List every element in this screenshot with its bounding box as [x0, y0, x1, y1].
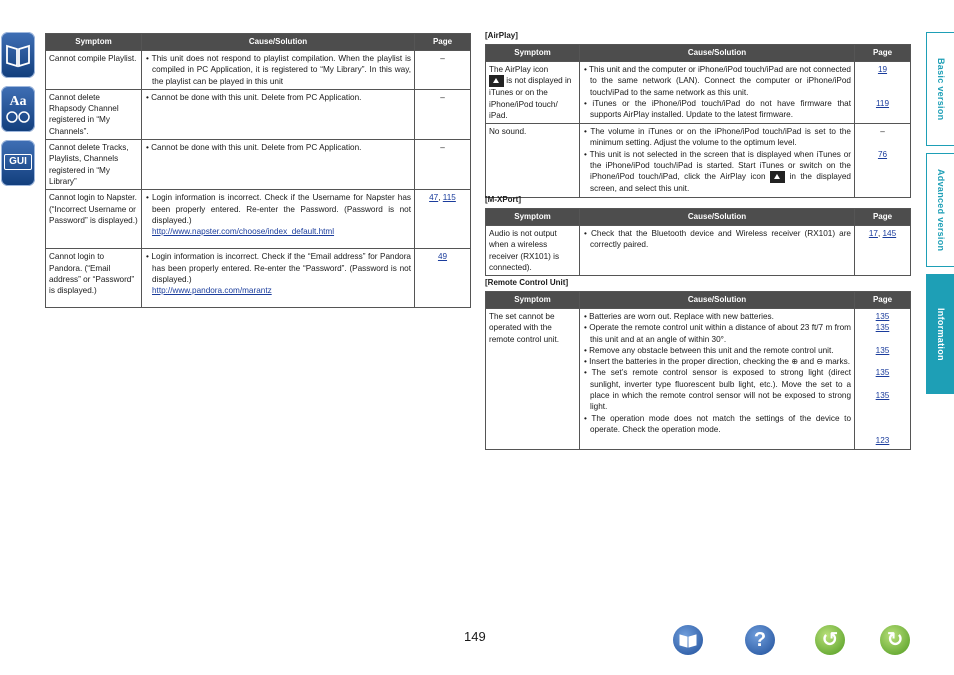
cause-cell	[142, 51, 415, 90]
table-row	[46, 89, 471, 139]
symptom-header: Symptom	[486, 292, 580, 309]
cause-item: • The volume in iTunes or on the iPhone/iPod touch/iPad is set to the minimum setting. Adjust the volume to the optimum level.	[584, 127, 851, 148]
back-button[interactable]	[815, 625, 845, 655]
network-troubleshoot-table	[45, 33, 471, 308]
cause-header: Cause/Solution	[580, 209, 855, 226]
page-link[interactable]: 135	[875, 323, 890, 333]
tab-information[interactable]	[926, 274, 954, 394]
mxport-table	[485, 208, 911, 276]
cause-item: • This unit does not respond to playlist compilation. When the playlist is compiled in PC Application, it is registered to “My Library”. In this way, the playlist can be played in this unit	[146, 54, 411, 86]
tab-label: Information	[936, 307, 946, 361]
forward-arrow-icon: ↻	[886, 629, 904, 651]
airplay-table	[485, 44, 911, 198]
gui-icon: GUI	[4, 154, 32, 170]
back-arrow-icon: ↺	[821, 629, 839, 651]
mxport-section-title: [M-XPort]	[485, 195, 521, 204]
cause-header: Cause/Solution	[142, 34, 415, 51]
cause-item: • Remove any obstacle between this unit and the remote control unit.	[584, 345, 834, 355]
page-link[interactable]: 49	[437, 252, 448, 262]
page-cell	[415, 249, 471, 308]
symptom-cell: Cannot compile Playlist.	[46, 51, 142, 90]
table-row	[46, 51, 471, 90]
page-link[interactable]: 135	[875, 391, 890, 401]
cause-cell	[580, 124, 855, 197]
symptom-text: The AirPlay icon	[489, 65, 549, 74]
cause-cell	[142, 89, 415, 139]
pandora-url-link[interactable]: http://www.pandora.com/marantz	[152, 286, 272, 296]
page-link[interactable]: 17	[868, 229, 878, 238]
page-value: –	[880, 127, 885, 137]
symptom-text: is not displayed in iTunes or on the iPhone/iPod touch/ iPad.	[489, 76, 572, 120]
cause-cell	[142, 190, 415, 249]
page-link[interactable]: 19	[877, 65, 888, 74]
page-link[interactable]: 135	[875, 368, 890, 378]
font-mode-icon[interactable]	[1, 86, 35, 132]
symptom-cell: Cannot delete Rhapsody Channel registered in “My Channels”.	[46, 89, 142, 139]
tab-advanced-version[interactable]	[926, 153, 954, 267]
page-cell: 47, 115	[415, 190, 471, 249]
cause-item: • iTunes or the iPhone/iPod touch/iPad do not have firmware that supports AirPlay installed. Update to the latest firmware.	[584, 98, 851, 120]
table-row	[46, 190, 471, 249]
page-cell	[855, 124, 911, 197]
page-link[interactable]: 119	[875, 98, 890, 108]
symptom-cell: Cannot login to Napster. (“Incorrect Username or Password” is displayed.)	[46, 190, 142, 249]
cause-text: • This unit is not selected in the screen that is displayed when iTunes or the iPhone/iPod touch/iPad is started. Start iTunes or switch on the iPhone/iPod touch/iPad, click the AirPlay icon	[584, 149, 851, 182]
cause-item: • Batteries are worn out. Replace with new batteries.	[584, 312, 774, 321]
cause-text: in the displayed screen, and select this unit.	[590, 172, 851, 194]
cause-item	[583, 149, 851, 195]
symptom-cell: Cannot login to Pandora. (“Email address” or “Password” is displayed.)	[46, 249, 142, 308]
cause-cell	[580, 309, 855, 450]
table-row	[46, 249, 471, 308]
symptom-cell	[486, 62, 580, 124]
cause-item: • Cannot be done with this unit. Delete from PC Application.	[146, 92, 362, 102]
cause-item: • This unit and the computer or iPhone/iPod touch/iPad are not connected to the same network (LAN). Connect the computer or iPhone/iPod touch/iPad to the same network as this unit.	[584, 65, 851, 97]
page-number: 149	[464, 629, 486, 644]
question-icon: ?	[753, 629, 767, 651]
tab-label: Basic version	[936, 57, 946, 121]
book-mode-icon[interactable]	[1, 32, 35, 78]
airplay-section-title: [AirPlay]	[485, 31, 518, 40]
cause-item: • The set’s remote control sensor is exposed to strong light (direct sunlight, inverter type fluorescent bulb light, etc.). Move the set to a place in which the remote control sensor will not be exposed to strong light.	[584, 368, 851, 412]
font-icon: Aa	[9, 94, 27, 109]
remote-table	[485, 291, 911, 450]
symptom-cell: No sound.	[486, 124, 580, 197]
page-header: Page	[415, 34, 471, 51]
cause-item: • Cannot be done with this unit. Delete from PC Application.	[146, 143, 362, 153]
airplay-icon	[489, 75, 504, 87]
cause-cell	[142, 140, 415, 190]
book-button[interactable]	[673, 625, 703, 655]
page-header: Page	[855, 209, 911, 226]
tab-label: Advanced version	[936, 168, 946, 252]
page-link[interactable]: 76	[877, 149, 888, 159]
page-link[interactable]: 47	[429, 193, 439, 203]
page-cell	[855, 309, 911, 450]
cause-item: • Insert the batteries in the proper direction, checking the ⊕ and ⊖ marks.	[584, 357, 850, 367]
book-icon	[673, 625, 703, 655]
symptom-header: Symptom	[486, 45, 580, 62]
gui-mode-icon[interactable]	[1, 140, 35, 186]
napster-url-link[interactable]: http://www.napster.com/choose/index_default.html	[152, 227, 335, 237]
symptom-cell: The set cannot be operated with the remote control unit.	[486, 309, 580, 450]
tab-basic-version[interactable]	[926, 32, 954, 146]
table-row	[486, 62, 911, 124]
symptom-header: Symptom	[46, 34, 142, 51]
page-cell: –	[415, 140, 471, 190]
page-cell: –	[415, 89, 471, 139]
remote-section-title: [Remote Control Unit]	[485, 278, 569, 287]
forward-button[interactable]	[880, 625, 910, 655]
help-button[interactable]	[745, 625, 775, 655]
glasses-icon	[1, 86, 35, 132]
page-link[interactable]: 135	[875, 312, 890, 321]
page-header: Page	[855, 45, 911, 62]
airplay-icon	[770, 171, 785, 183]
table-row	[46, 140, 471, 190]
page-header: Page	[855, 292, 911, 309]
table-row	[486, 124, 911, 197]
symptom-cell: Audio is not output when a wireless receiver (RX101) is connected).	[486, 226, 580, 276]
cause-item: • The operation mode does not match the settings of the device to operate. Check the operation mode.	[584, 413, 851, 434]
page-link[interactable]: 115	[442, 193, 456, 203]
page-cell: 17, 145	[855, 226, 911, 276]
book-icon	[1, 32, 35, 78]
table-row	[486, 226, 911, 276]
cause-cell	[580, 226, 855, 276]
cause-header: Cause/Solution	[580, 45, 855, 62]
page-link[interactable]: 145	[882, 229, 897, 238]
symptom-cell: Cannot delete Tracks, Playlists, Channels registered in “My Library”	[46, 140, 142, 190]
cause-item: • Login information is incorrect. Check if the Username for Napster has been properly entered. Re-enter the Password. (Password is not displayed.)	[146, 193, 411, 225]
table-row	[486, 309, 911, 450]
cause-item: • Login information is incorrect. Check if the “Email address” for Pandora has been properly entered. Re-enter the “Password”. (Password is not displayed.)	[146, 252, 411, 284]
page-link[interactable]: 123	[875, 436, 890, 446]
symptom-header: Symptom	[486, 209, 580, 226]
page-cell	[855, 62, 911, 124]
cause-cell	[142, 249, 415, 308]
page-link[interactable]: 135	[875, 345, 890, 355]
cause-header: Cause/Solution	[580, 292, 855, 309]
cause-cell	[580, 62, 855, 124]
page-cell: –	[415, 51, 471, 90]
cause-item: • Operate the remote control unit within a distance of about 23 ft/7 m from this unit and at an angle of within 30°.	[584, 323, 851, 344]
cause-item: • Check that the Bluetooth device and Wireless receiver (RX101) are correctly paired.	[584, 229, 851, 250]
